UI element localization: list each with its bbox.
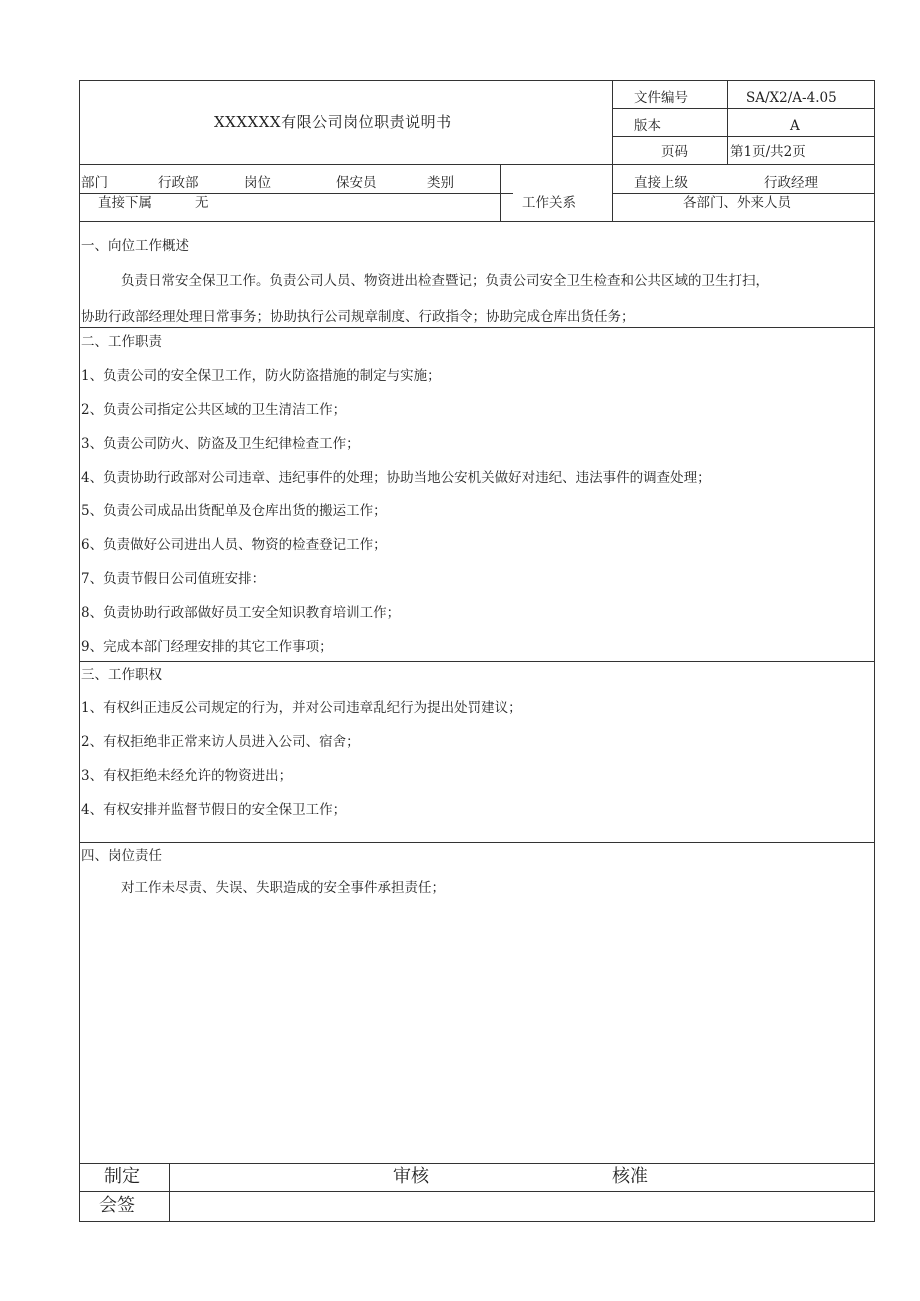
authority-heading: 三、工作职权 [81, 667, 162, 683]
authority-item: 3、有权拒绝未经允许的物资进出； [81, 768, 293, 784]
duty-item: 8、负责协助行政部做好员工安全知识教育培训工作； [81, 605, 401, 621]
section-line-duties [79, 661, 875, 662]
review-label: 审核 [393, 1166, 429, 1187]
authority-item: 4、有权安排并监督节假日的安全保卫工作； [81, 802, 347, 818]
table-border-right [874, 80, 875, 1222]
responsibility-heading: 四、岗位责任 [81, 848, 162, 864]
footer-middle-line [79, 1191, 875, 1192]
header-meta-divider [727, 80, 728, 164]
superior-value: 行政经理 [764, 175, 818, 191]
prepare-label: 制定 [104, 1166, 140, 1187]
section-line-authority [79, 842, 875, 843]
overview-heading: 一、向位工作概述 [81, 238, 189, 254]
table-border-top [79, 80, 875, 81]
document-title: XXXXXX有限公司岗位职责说明书 [214, 113, 452, 131]
duty-item: 2、负责公司指定公共区域的卫生清洁工作； [81, 402, 347, 418]
info-divider [500, 164, 501, 222]
duty-item: 7、负责节假日公司值班安排： [81, 571, 266, 587]
overview-line-1: 负责日常安全保卫工作。负责公司人员、物资进出检查暨记；负责公司安全卫生检查和公共区域的卫生打扫， [121, 273, 769, 289]
doc-no-label: 文件编号 [634, 90, 688, 106]
duty-item: 3、负责公司防火、防盗及卫生纪律检查工作； [81, 436, 360, 452]
version-value: A [790, 118, 800, 134]
duty-item: 5、负责公司成品出货配单及仓库出货的搬运工作； [81, 503, 387, 519]
authority-item: 2、有权拒绝非正常来访人员进入公司、宿舍； [81, 734, 360, 750]
header-bottom-line [79, 164, 875, 165]
authority-item: 1、有权纠正违反公司规定的行为，并对公司违章乱纪行为提出处罚建议； [81, 700, 522, 716]
section-line-responsibility [79, 1163, 875, 1164]
section-line-overview [79, 327, 875, 328]
duty-item: 9、完成本部门经理安排的其它工作事项； [81, 639, 333, 655]
approve-label: 核准 [612, 1166, 648, 1187]
version-label: 版本 [634, 118, 661, 134]
info-bottom-line [79, 221, 875, 222]
table-border-bottom [79, 1221, 875, 1222]
subordinate-label: 直接下属 [98, 195, 152, 211]
header-divider [612, 80, 613, 222]
relations-label: 工作关系 [522, 195, 576, 211]
meta-row-line-1 [612, 108, 875, 109]
countersign-label: 会签 [99, 1195, 135, 1216]
page-label: 页码 [661, 144, 688, 160]
duty-item: 1、负责公司的安全保卫工作，防火防盗措施的制定与实施； [81, 368, 441, 384]
dept-label: 部门 [81, 175, 108, 191]
duty-item: 6、负责做好公司进出人员、物资的检查登记工作； [81, 537, 387, 553]
responsibility-line-1: 对工作未尽责、失误、失职造成的安全事件承担责任； [121, 880, 445, 896]
overview-line-2: 协助行政部经理处理日常事务；协助执行公司规章制度、行政指令；协助完成仓库出货任务； [81, 309, 635, 325]
doc-no-value: SA/X2/A-4.05 [746, 90, 837, 106]
post-value: 保安员 [336, 175, 377, 191]
category-label: 类别 [427, 175, 454, 191]
table-border-left [79, 80, 80, 1222]
duty-item: 4、负责协助行政部对公司违章、违纪事件的处理；协助当地公安机关做好对违纪、违法事件的调查处理； [81, 470, 711, 486]
footer-label-divider [169, 1163, 170, 1221]
duties-heading: 二、工作职责 [81, 334, 162, 350]
dept-value: 行政部 [158, 175, 199, 191]
relations-value: 各部门、外来人员 [683, 195, 791, 211]
page-value: 第1页/共2页 [730, 144, 806, 160]
subordinate-value: 无 [195, 195, 209, 211]
meta-row-line-2 [612, 136, 875, 137]
superior-label: 直接上级 [634, 175, 688, 191]
post-label: 岗位 [244, 175, 271, 191]
